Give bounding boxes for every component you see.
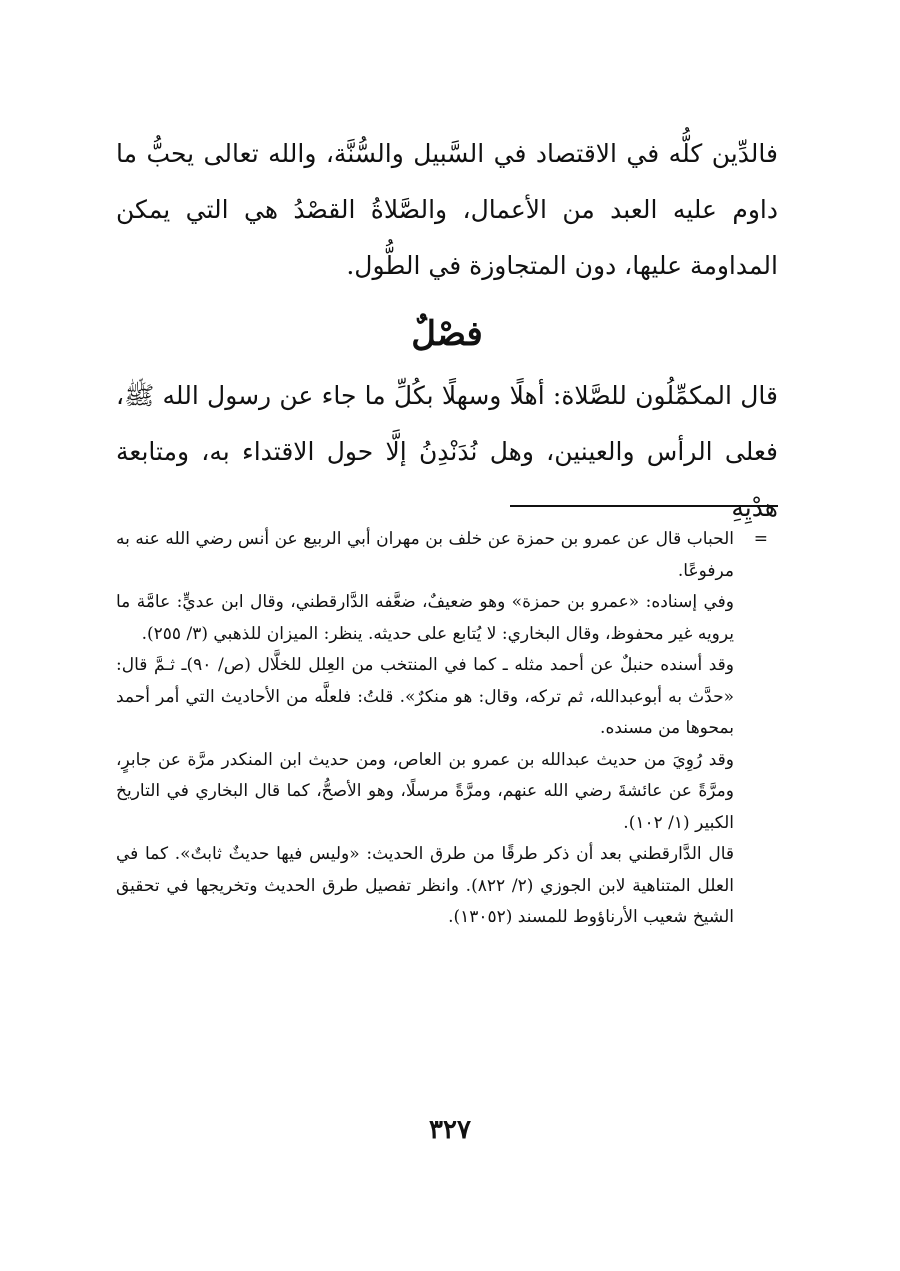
footnote-text: الحباب قال عن عمرو بن حمزة عن خلف بن مهران أبي الربيع عن أنس رضي الله عنه به مرفوعًا. bbox=[116, 529, 734, 581]
paragraph-1: فالدِّين كلُّه في الاقتصاد في السَّبيل والسُّنَّة، والله تعالى يحبُّ ما داوم عليه العبد من الأعمال، والصَّلاةُ القصْدُ هي التي يمكن المداومة عليها، دون المتجاوزة في الطُّول. bbox=[116, 139, 778, 280]
main-text bbox=[116, 126, 778, 536]
footnotes bbox=[116, 524, 778, 934]
continuation-mark: = bbox=[753, 529, 768, 549]
section-title: فصْلٌ bbox=[411, 314, 483, 354]
footnote-line: وقد أسنده حنبلٌ عن أحمد مثله ـ كما في المنتخب من العِلل للخلَّال (ص/ ٩٠)ـ ثـمَّ قال: «حدَّث به أبوعبدالله، ثم تركه، وقال: هو منكرٌ». قلتُ: فلعلَّه من الأحاديث التي أمر أحمد بمحوها من مسنده. bbox=[116, 655, 735, 738]
page-number: ٣٢٧ bbox=[429, 1115, 471, 1145]
paragraph-2: قال المكمِّلُون للصَّلاة: أهلًا وسهلًا بكُلِّ ما جاء عن رسول الله ﷺ، فعلى الرأس والعينين، وهل نُدَنْدِنُ إلَّا حول الاقتداء به، ومتابعة هدْيِهِ bbox=[116, 381, 778, 522]
footnote-line: وقد رُوِيَ من حديث عبدالله بن عمرو بن العاص، ومن حديث ابن المنكدر مرَّة عن جابرٍ، ومرَّةً عن عائشةَ رضي الله عنهم، ومرَّةً مرسلًا، وهو الأصحُّ، كما قال البخاري في التاريخ الكبير (١/ ١٠٢). bbox=[116, 749, 734, 833]
footnote-line bbox=[116, 524, 778, 587]
footnote-line: وفي إسناده: «عمرو بن حمزة» وهو ضعيفٌ، ضعَّفه الدَّارقطني، وقال ابن عديٍّ: عامَّة ما يرويه غير محفوظ، وقال البخاري: لا يُتابع على حديثه. ينظر: الميزان للذهبي (٣/ ٢٥٥). bbox=[116, 592, 734, 644]
footnote-separator bbox=[510, 505, 778, 507]
footnote-line: قال الدَّارقطني بعد أن ذكر طرقًا من طرق الحديث: «وليس فيها حديثٌ ثابتٌ». كما في العلل المتناهية لابن الجوزي (٢/ ٨٢٢). وانظر تفصيل طرق الحديث وتخريجها في تحقيق الشيخ شعيب الأرناؤوط للمسند (١٣٠٥٢). bbox=[116, 844, 734, 927]
